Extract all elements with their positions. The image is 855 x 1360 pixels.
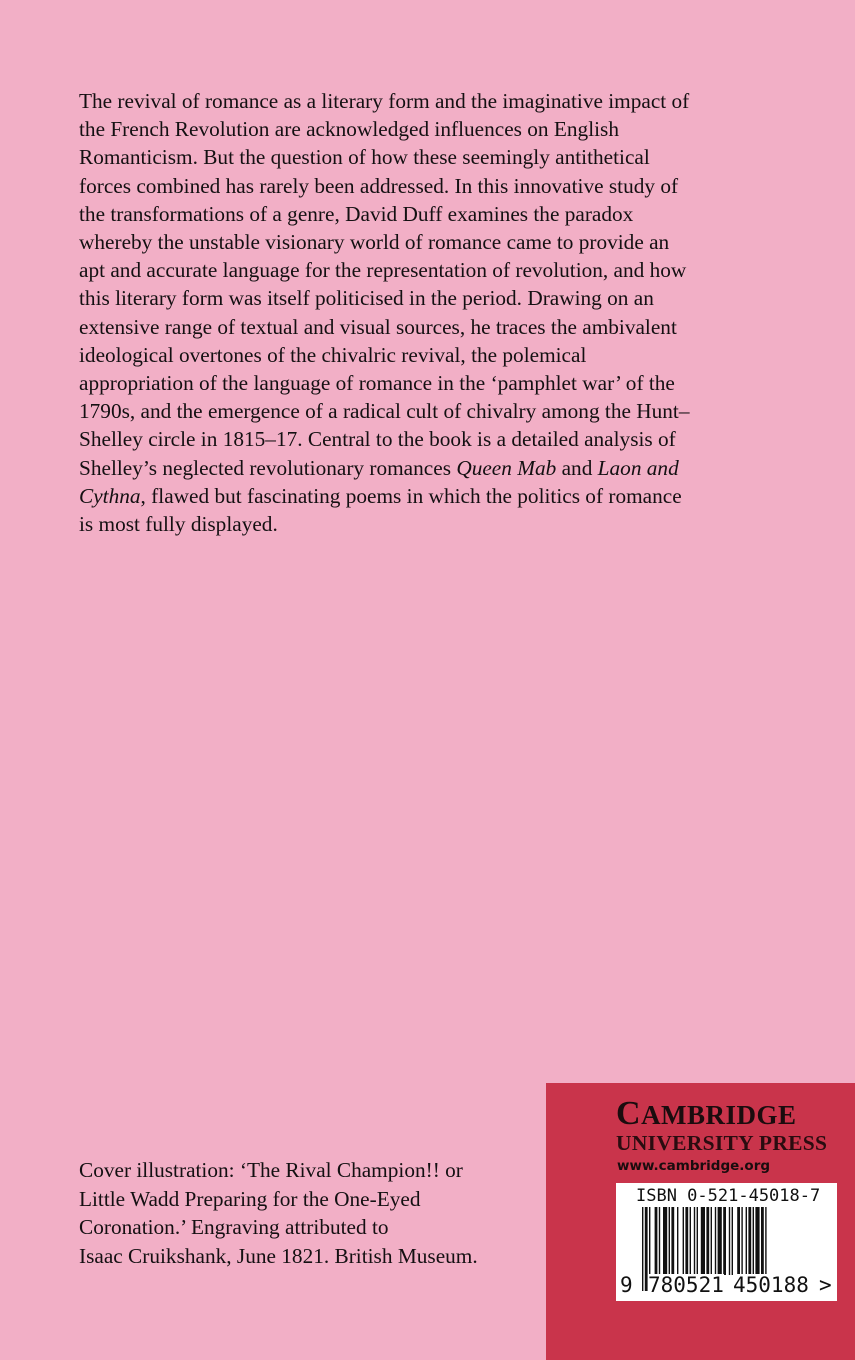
barcode-bar: [671, 1207, 674, 1275]
publisher-box: [546, 1083, 855, 1360]
barcode-bar: [711, 1207, 712, 1275]
barcode-bar: [649, 1207, 650, 1275]
barcode-bar: [723, 1207, 726, 1275]
barcode-bar: [655, 1207, 658, 1275]
barcode-bar: [729, 1207, 730, 1275]
barcode-bar: [753, 1207, 754, 1275]
credit-line: Coronation.’ Engraving attributed to: [79, 1215, 389, 1240]
blurb-line: Shelley’s neglected revolutionary romances Queen Mab and Laon and: [79, 455, 679, 480]
barcode-bar: [732, 1207, 733, 1275]
blurb-line: is most fully displayed.: [79, 512, 278, 537]
barcode-bar: [718, 1207, 722, 1275]
barcode-digits-left: 780521: [648, 1273, 724, 1297]
isbn-text: ISBN 0-521-45018-7: [636, 1186, 821, 1206]
barcode-digit: 9: [620, 1273, 633, 1297]
blurb-line: Romanticism. But the question of how these seemingly antithetical: [79, 145, 650, 170]
blurb-line: ideological overtones of the chivalric revival, the polemical: [79, 342, 587, 367]
barcode: [616, 1183, 837, 1301]
blurb-line: Cythna, flawed but fascinating poems in which the politics of romance: [79, 483, 682, 508]
publisher-logo: CAMBRIDGE: [616, 1095, 797, 1132]
barcode-bar: [741, 1207, 742, 1275]
blurb-line: this literary form was itself politicised in the period. Drawing on an: [79, 286, 654, 311]
barcode-bar: [737, 1207, 740, 1275]
barcode-bar: [694, 1207, 695, 1275]
barcode-bar: [669, 1207, 670, 1275]
credit-line: Cover illustration: ‘The Rival Champion!! or: [79, 1158, 463, 1182]
blurb-line: 1790s, and the emergence of a radical cult of chivalry among the Hunt–: [79, 399, 690, 424]
barcode-bar: [697, 1207, 698, 1275]
barcode-bar: [685, 1207, 688, 1275]
credit-line: Isaac Cruikshank, June 1821. British Museum.: [79, 1243, 478, 1268]
publisher-website: www.cambridge.org: [617, 1158, 771, 1174]
barcode-bar: [748, 1207, 751, 1275]
barcode-bar: [677, 1207, 678, 1275]
blurb-line: extensive range of textual and visual sources, he traces the ambivalent: [79, 314, 677, 339]
blurb-line: the French Revolution are acknowledged influences on English: [79, 117, 619, 142]
barcode-bar: [715, 1207, 716, 1275]
blurb-line: Shelley circle in 1815–17. Central to the book is a detailed analysis of: [79, 427, 676, 452]
credit-line: Little Wadd Preparing for the One-Eyed: [79, 1186, 421, 1211]
publisher-name: UNIVERSITY PRESS: [616, 1131, 828, 1155]
barcode-bar: [663, 1207, 667, 1275]
barcode-bar: [642, 1207, 643, 1291]
blurb-line: apt and accurate language for the representation of revolution, and how: [79, 258, 687, 283]
barcode-bar: [683, 1207, 684, 1275]
blurb: [79, 87, 819, 538]
barcode-digits-right: 450188: [733, 1273, 809, 1297]
blurb-line: The revival of romance as a literary form and the imaginative impact of: [79, 89, 690, 113]
blurb-line: forces combined has rarely been addressed. In this innovative study of: [79, 173, 679, 198]
barcode-arrow: >: [819, 1273, 832, 1297]
blurb-line: whereby the unstable visionary world of romance came to provide an: [79, 230, 670, 255]
cover-credit: [79, 1156, 478, 1270]
blurb-line: appropriation of the language of romance in the ‘pamphlet war’ of the: [79, 371, 675, 396]
barcode-bar: [659, 1207, 660, 1275]
barcode-bar: [701, 1207, 705, 1275]
barcode-bar: [746, 1207, 747, 1275]
barcode-bar: [755, 1207, 759, 1275]
blurb-line: the transformations of a genre, David Duff examines the paradox: [79, 201, 634, 226]
barcode-bar: [690, 1207, 691, 1275]
